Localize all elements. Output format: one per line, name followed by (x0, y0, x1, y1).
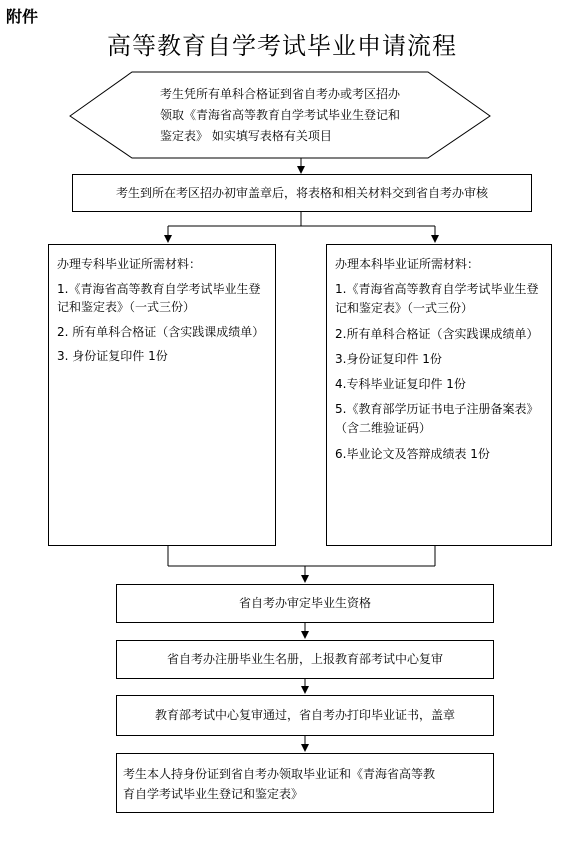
zhuanke-materials-box (48, 244, 276, 546)
step1-text (160, 84, 460, 147)
list-item: 2. 所有单科合格证（含实践课成绩单） (57, 324, 265, 339)
list-item: 1.《青海省高等教育自学考试毕业生登记和鉴定表》（一式三份） (335, 282, 539, 316)
list-item: 2.所有单科合格证（含实践课成绩单） (335, 326, 539, 341)
step6-box (116, 695, 494, 736)
step1-line: 考生凭所有单科合格证到省自考办或考区招办 (160, 87, 401, 101)
step1-line: 鉴定表》 如实填写表格有关项目 (160, 129, 332, 143)
list-item: 1.《青海省高等教育自学考试毕业生登记和鉴定表》（一式三份） (57, 281, 261, 315)
list-item: 5.《教育部学历证书电子注册备案表》（含二维验证码） (335, 402, 539, 436)
step7-line: 育自学考试毕业生登记和鉴定表》 (123, 787, 304, 801)
benke-title: 办理本科毕业证所需材料： (335, 257, 480, 271)
list-item: 4.专科毕业证复印件 1份 (335, 376, 466, 391)
step4-text: 省自考办审定毕业生资格 (238, 596, 371, 611)
step5-text: 省自考办注册毕业生名册，上报教育部考试中心复审 (166, 652, 443, 667)
step7-line: 考生本人持身份证到省自考办领取毕业证和《青海省高等教 (123, 767, 436, 781)
step4-box (116, 584, 494, 623)
list-item: 6.毕业论文及答辩成绩表 1份 (335, 446, 490, 461)
list-item: 3.身份证复印件 1份 (335, 351, 442, 366)
page-title: 高等教育自学考试毕业申请流程 (107, 32, 457, 60)
step2-box (72, 174, 532, 212)
step5-box (116, 640, 494, 679)
attachment-label: 附件 (6, 7, 39, 26)
step1-line: 领取《青海省高等教育自学考试毕业生登记和 (160, 108, 401, 122)
step2-text: 考生到所在考区招办初审盖章后，将表格和相关材料交到省自考办审核 (115, 185, 488, 200)
step6-text: 教育部考试中心复审通过，省自考办打印毕业证书，盖章 (154, 708, 455, 723)
zhuanke-title: 办理专科毕业证所需材料： (57, 257, 202, 271)
step7-box (116, 753, 494, 813)
list-item: 3. 身份证复印件 1份 (57, 349, 168, 364)
benke-materials-box (326, 244, 552, 546)
